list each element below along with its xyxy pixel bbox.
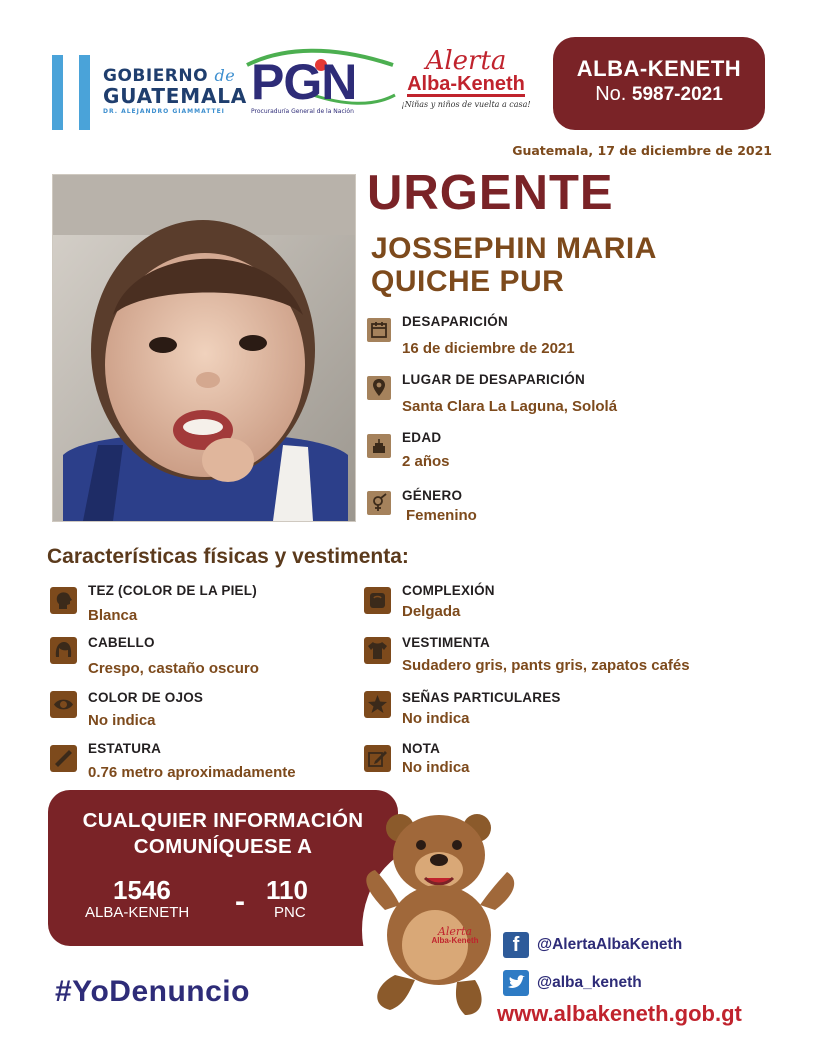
child-name-line1: JOSSEPHIN MARIA [371, 232, 657, 265]
mascot-badge [430, 926, 480, 945]
note-label: NOTA [402, 741, 441, 756]
eye-icon [50, 691, 77, 718]
marks-label: SEÑAS PARTICULARES [402, 690, 561, 705]
build-label: COMPLEXIÓN [402, 583, 495, 598]
facebook-handle[interactable]: @AlertaAlbaKeneth [537, 936, 683, 953]
child-name [371, 232, 657, 298]
skin-value: Blanca [88, 607, 138, 624]
star-icon [364, 691, 391, 718]
gobierno-text: GOBIERNO [103, 66, 209, 86]
alerta-logo [396, 48, 536, 118]
gender-value: Femenino [406, 507, 477, 524]
hair-icon [50, 637, 77, 664]
mascot-badge-name: Alba-Keneth [431, 936, 479, 945]
hair-value: Crespo, castaño oscuro [88, 660, 259, 677]
pgn-logo [243, 45, 398, 125]
skin-label: TEZ (COLOR DE LA PIEL) [88, 583, 257, 598]
disappearance-value: 16 de diciembre de 2021 [402, 340, 575, 357]
clothing-value: Sudadero gris, pants gris, zapatos cafés [402, 657, 690, 674]
birthday-cake-icon [367, 434, 391, 458]
height-value: 0.76 metro aproximadamente [88, 764, 296, 781]
eyes-value: No indica [88, 712, 156, 729]
head-profile-icon [50, 587, 77, 614]
contact-title-line2: COMUNÍQUESE A [133, 835, 313, 858]
phone-label-pnc: PNC [274, 904, 306, 921]
twitter-handle[interactable]: @alba_keneth [537, 974, 642, 991]
pgn-text: PGN [251, 54, 357, 110]
urgent-heading: URGENTE [367, 166, 614, 220]
child-name-line2: QUICHE PUR [371, 265, 565, 298]
scale-icon [364, 587, 391, 614]
gender-label: GÉNERO [402, 488, 463, 503]
phone-separator: - [235, 885, 245, 918]
disappearance-label: DESAPARICIÓN [402, 314, 509, 329]
hashtag: #YoDenuncio [55, 975, 250, 1008]
website-link[interactable]: www.albakeneth.gob.gt [497, 1001, 742, 1026]
contact-title-line1: CUALQUIER INFORMACIÓN [82, 809, 364, 832]
note-value: No indica [402, 759, 470, 776]
gender-icon [367, 491, 391, 515]
facebook-icon[interactable]: f [503, 932, 529, 958]
calendar-icon [367, 318, 391, 342]
build-value: Delgada [402, 603, 461, 620]
alerta-word: Alerta [425, 46, 507, 76]
de-text: de [214, 66, 236, 85]
case-no-value: 5987-2021 [631, 84, 723, 105]
contact-info-box [48, 790, 398, 946]
mascot-badge-word: Alerta [437, 925, 473, 938]
tshirt-icon [364, 637, 391, 664]
alerta-tagline: ¡Niñas y niños de vuelta a casa! [401, 100, 531, 109]
child-portrait-image [53, 175, 355, 521]
bear-mascot-image [355, 800, 525, 1025]
clothing-label: VESTIMENTA [402, 635, 491, 650]
pgn-subtitle: Procuraduría General de la Nación [251, 108, 354, 115]
characteristics-title: Características físicas y vestimenta: [47, 545, 409, 568]
alerta-name: Alba-Keneth [407, 73, 525, 95]
case-no-label: No. [595, 83, 627, 105]
place-value: Santa Clara La Laguna, Sololá [402, 398, 618, 415]
age-label: EDAD [402, 430, 442, 445]
case-number-badge [553, 37, 765, 130]
ruler-icon [50, 745, 77, 772]
marks-value: No indica [402, 710, 470, 727]
flag-bar-icon [52, 55, 63, 130]
place-label: LUGAR DE DESAPARICIÓN [402, 372, 586, 387]
height-label: ESTATURA [88, 741, 162, 756]
hair-label: CABELLO [88, 635, 155, 650]
phone-number-alba-keneth: 1546 [113, 875, 171, 905]
phone-label-alba-keneth: ALBA-KENETH [85, 904, 190, 921]
age-value: 2 años [402, 453, 450, 470]
case-title: ALBA-KENETH [576, 56, 742, 81]
phone-number-pnc: 110 [266, 875, 308, 905]
guatemala-text: GUATEMALA [103, 84, 248, 108]
president-text: DR. ALEJANDRO GIAMMATTEI [103, 108, 225, 115]
issue-date: Guatemala, 17 de diciembre de 2021 [512, 143, 772, 158]
flag-bar-icon [79, 55, 90, 130]
location-pin-icon [367, 376, 391, 400]
twitter-icon[interactable] [503, 970, 529, 996]
eyes-label: COLOR DE OJOS [88, 690, 204, 705]
edit-note-icon [364, 745, 391, 772]
missing-child-photo [52, 174, 356, 522]
